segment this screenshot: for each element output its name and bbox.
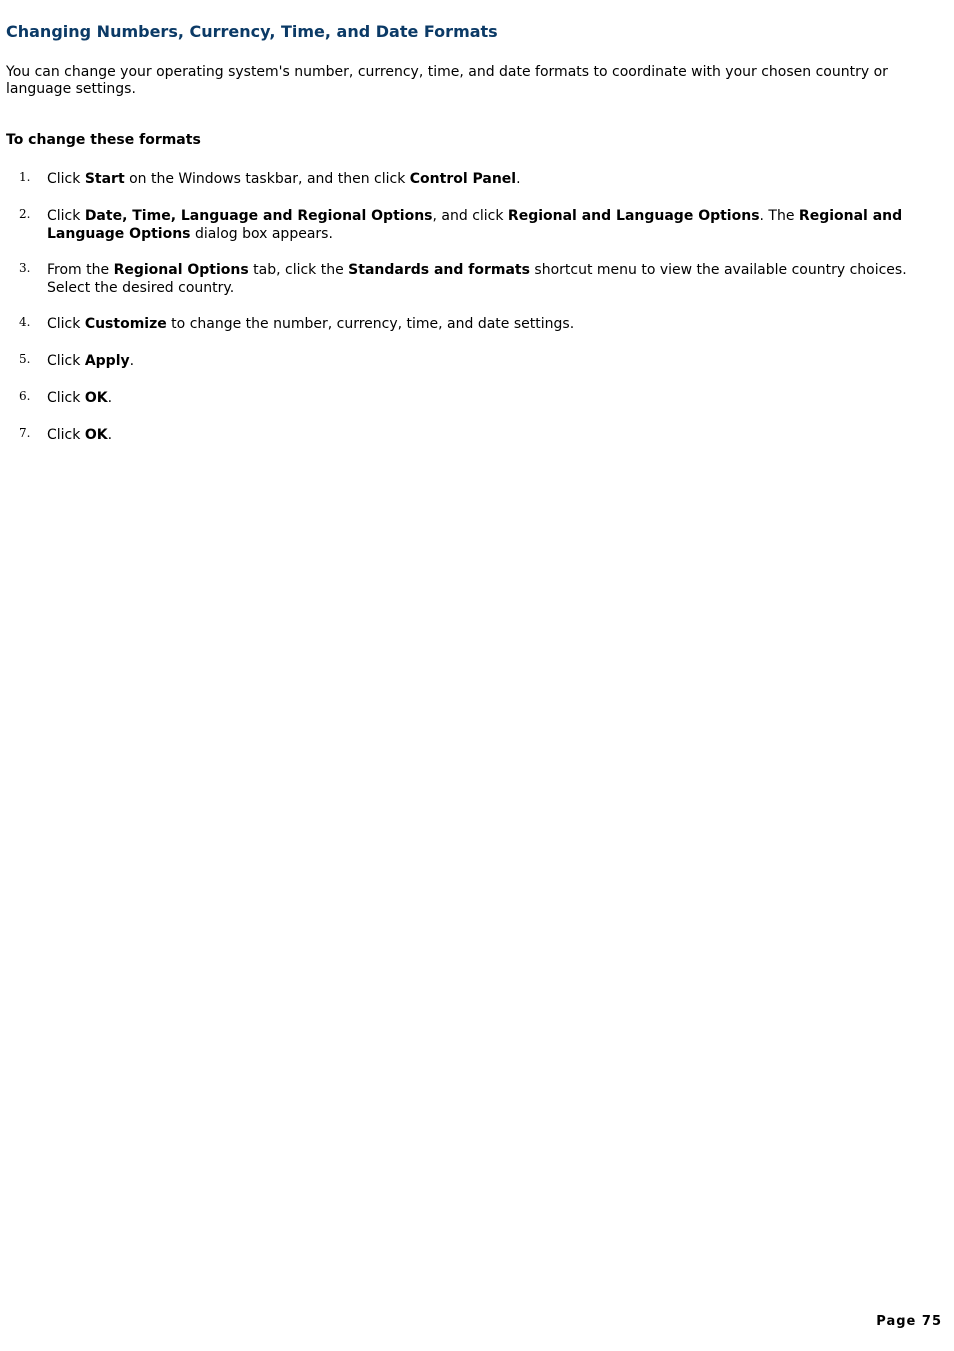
page-title: Changing Numbers, Currency, Time, and Date Formats bbox=[6, 22, 498, 41]
step-text-run: tab, click the bbox=[248, 262, 349, 278]
ui-term: Customize bbox=[84, 316, 167, 332]
step-number: 5. bbox=[19, 352, 31, 366]
step-text bbox=[47, 261, 927, 297]
step-text-run: . bbox=[107, 427, 113, 443]
ui-term: Regional and Language Options bbox=[507, 208, 760, 224]
ui-term: Standards and formats bbox=[348, 262, 530, 278]
procedure-heading: To change these formats bbox=[6, 132, 201, 148]
step-text-run: Click bbox=[47, 353, 85, 369]
ui-term: Regional Options bbox=[113, 262, 249, 278]
step-text-run: Click bbox=[47, 171, 85, 187]
step-number: 4. bbox=[19, 315, 31, 329]
step-text-run: Click bbox=[47, 427, 85, 443]
step-text bbox=[47, 389, 927, 407]
ui-term: OK bbox=[84, 390, 108, 406]
step-text-run: shortcut menu to view the available country choices. Select the desired country. bbox=[47, 262, 907, 296]
step-number: 1. bbox=[19, 170, 31, 184]
step-text-run: Click bbox=[47, 316, 85, 332]
step-text-run: on the Windows taskbar, and then click bbox=[124, 171, 410, 187]
ui-term: Control Panel bbox=[409, 171, 517, 187]
ui-term: Start bbox=[84, 171, 125, 187]
step-text-run: Click bbox=[47, 208, 85, 224]
ui-term: Regional and Language Options bbox=[47, 208, 903, 242]
step-text bbox=[47, 315, 927, 333]
step-text-run: . bbox=[107, 390, 113, 406]
step-text bbox=[47, 426, 927, 444]
step-text-run: . bbox=[129, 353, 135, 369]
step-text-run: From the bbox=[47, 262, 114, 278]
step-text-run: . The bbox=[759, 208, 799, 224]
ui-term: OK bbox=[84, 427, 108, 443]
step-number: 3. bbox=[19, 261, 31, 275]
step-text-run: dialog box appears. bbox=[190, 226, 333, 242]
step-text-run: Click bbox=[47, 390, 85, 406]
step-text-run: , and click bbox=[432, 208, 508, 224]
step-text-run: to change the number, currency, time, and date settings. bbox=[166, 316, 575, 332]
step-text bbox=[47, 170, 927, 188]
step-number: 7. bbox=[19, 426, 31, 440]
step-number: 6. bbox=[19, 389, 31, 403]
page-number: Page 75 bbox=[876, 1314, 942, 1329]
ui-term: Date, Time, Language and Regional Options bbox=[84, 208, 433, 224]
step-text bbox=[47, 352, 927, 370]
step-number: 2. bbox=[19, 207, 31, 221]
step-text bbox=[47, 207, 927, 243]
intro-paragraph: You can change your operating system's number, currency, time, and date formats to coordinate with your chosen country or language settings. bbox=[6, 64, 888, 97]
ui-term: Apply bbox=[84, 353, 130, 369]
step-text-run: . bbox=[516, 171, 521, 187]
